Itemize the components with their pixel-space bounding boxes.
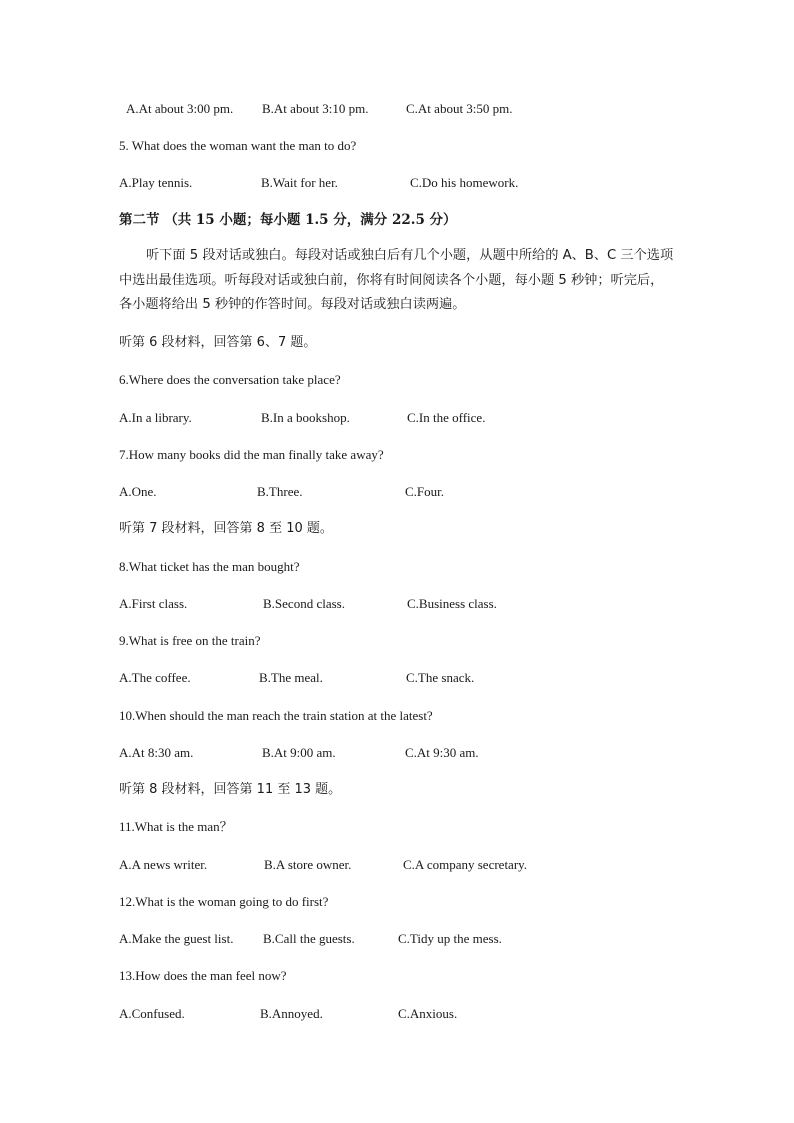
q6-option-c: C.In the office. — [407, 410, 486, 425]
q9-option-b: B.The meal. — [259, 670, 323, 685]
q7-question: 7.How many books did the man finally take away? — [119, 447, 384, 462]
q10-option-a: A.At 8:30 am. — [119, 745, 194, 760]
q12-option-c: C.Tidy up the mess. — [398, 931, 502, 946]
q8-option-a: A.First class. — [119, 596, 188, 611]
q12-question: 12.What is the woman going to do first? — [119, 894, 329, 909]
q12-option-b: B.Call the guests. — [263, 931, 355, 946]
q4-option-c: C.At about 3:50 pm. — [406, 101, 513, 116]
section-instructions: 听下面 5 段对话或独白。每段对话或独白后有几个小题，从题中所给的 A、B、C 三个选项中选出最佳选项。听每段对话或独白前，你将有时间阅读各个小题，每小题 5 秒钟；听完后，各小题将给出 5 秒钟的作答时间。每段对话或独白读两遍。 — [119, 248, 674, 312]
q13-option-c: C.Anxious. — [398, 1006, 458, 1021]
q12-option-a: A.Make the guest list. — [119, 931, 234, 946]
q9-question: 9.What is free on the train? — [119, 633, 261, 648]
q5-option-c: C.Do his homework. — [410, 175, 519, 190]
material-7-heading: 听第 7 段材料，回答第 8 至 10 题。 — [119, 521, 333, 536]
q13-option-a: A.Confused. — [119, 1006, 185, 1021]
material-6-heading: 听第 6 段材料，回答第 6、7 题。 — [119, 335, 317, 350]
q8-option-b: B.Second class. — [263, 596, 345, 611]
q11-option-b: B.A store owner. — [264, 857, 352, 872]
q5-option-b: B.Wait for her. — [261, 175, 338, 190]
q5-option-a: A.Play tennis. — [119, 175, 193, 190]
q13-option-b: B.Annoyed. — [260, 1006, 323, 1021]
q5-question: 5. What does the woman want the man to do? — [119, 138, 357, 153]
q9-option-c: C.The snack. — [406, 670, 475, 685]
q11-question: 11.What is the man？ — [119, 819, 233, 834]
q9-option-a: A.The coffee. — [119, 670, 191, 685]
q13-question: 13.How does the man feel now? — [119, 968, 287, 983]
section-title: 第二节 （共 15 小题；每小题 1.5 分，满分 22.5 分） — [119, 212, 457, 228]
q6-option-b: B.In a bookshop. — [261, 410, 350, 425]
q10-question: 10.When should the man reach the train station at the latest? — [119, 708, 433, 723]
q7-option-a: A.One. — [119, 484, 157, 499]
q8-question: 8.What ticket has the man bought? — [119, 559, 300, 574]
q4-option-a: A.At about 3:00 pm. — [126, 101, 234, 116]
q4-option-b: B.At about 3:10 pm. — [262, 101, 369, 116]
q6-question: 6.Where does the conversation take place? — [119, 372, 341, 387]
q7-option-b: B.Three. — [257, 484, 303, 499]
q7-option-c: C.Four. — [405, 484, 445, 499]
q10-option-c: C.At 9:30 am. — [405, 745, 479, 760]
material-8-heading: 听第 8 段材料，回答第 11 至 13 题。 — [119, 782, 342, 797]
q8-option-c: C.Business class. — [407, 596, 497, 611]
q10-option-b: B.At 9:00 am. — [262, 745, 336, 760]
q11-option-c: C.A company secretary. — [403, 857, 528, 872]
q11-option-a: A.A news writer. — [119, 857, 208, 872]
q6-option-a: A.In a library. — [119, 410, 192, 425]
